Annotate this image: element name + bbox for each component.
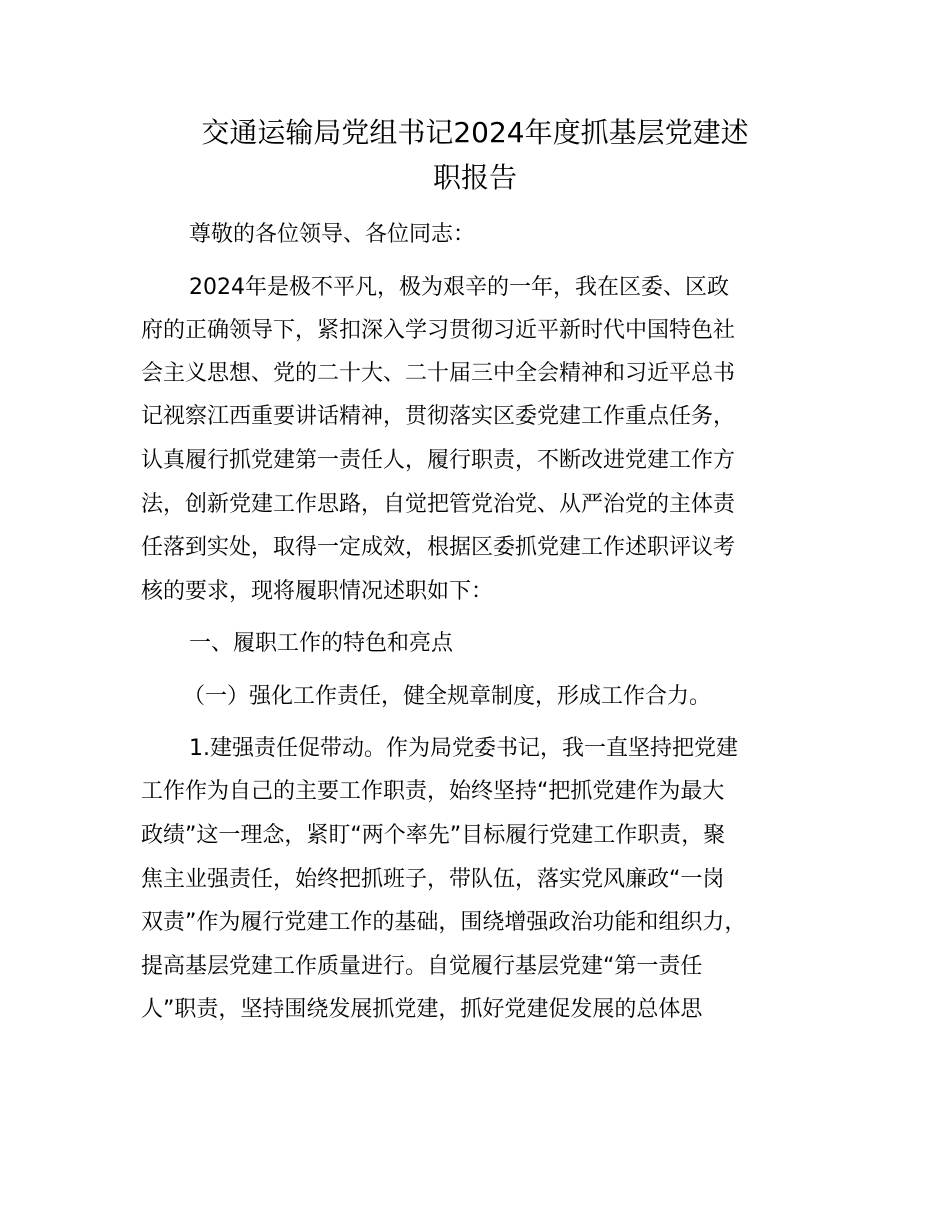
section-heading: 一、履职工作的特色和亮点 [189,631,454,656]
document-title-line-2: 职报告 [432,161,517,194]
intro-line: 任落到实处，取得一定成效，根据区委抓党建工作述职评议考 [141,535,736,560]
salutation: 尊敬的各位领导、各位同志： [189,222,476,247]
item1-line: 工作作为自己的主要工作职责，始终坚持“把抓党建作为最大 [141,779,725,804]
item1-line: 提高基层党建工作质量进行。自觉履行基层党建“第一责任 [141,954,703,979]
item1-line: 1.建强责任促带动。作为局党委书记，我一直坚持把党建 [189,736,738,761]
subsection-heading: （一）强化工作责任，健全规章制度，形成工作合力。 [183,684,712,709]
document-title-line-1: 交通运输局党组书记2024年度抓基层党建述 [201,116,749,149]
intro-line: 法，创新党建工作思路，自觉把管党治党、从严治党的主体责 [141,492,736,517]
intro-line: 核的要求，现将履职情况述职如下： [141,579,494,604]
item1-line: 政绩”这一理念，紧盯“两个率先”目标履行党建工作职责，聚 [141,823,726,848]
item1-line: 双责”作为履行党建工作的基础，围绕增强政治功能和组织力， [141,910,747,935]
intro-line: 府的正确领导下，紧扣深入学习贯彻习近平新时代中国特色社 [141,318,736,343]
item1-line: 人”职责，坚持围绕发展抓党建，抓好党建促发展的总体思 [141,997,703,1022]
intro-line: 记视察江西重要讲话精神，贯彻落实区委党建工作重点任务， [141,404,736,429]
item1-line: 焦主业强责任，始终把抓班子，带队伍，落实党风廉政“一岗 [141,867,725,892]
intro-line: 2024年是极不平凡，极为艰辛的一年，我在区委、区政 [189,275,729,300]
intro-line: 认真履行抓党建第一责任人，履行职责，不断改进党建工作方 [141,448,736,473]
intro-line: 会主义思想、党的二十大、二十届三中全会精神和习近平总书 [141,361,736,386]
